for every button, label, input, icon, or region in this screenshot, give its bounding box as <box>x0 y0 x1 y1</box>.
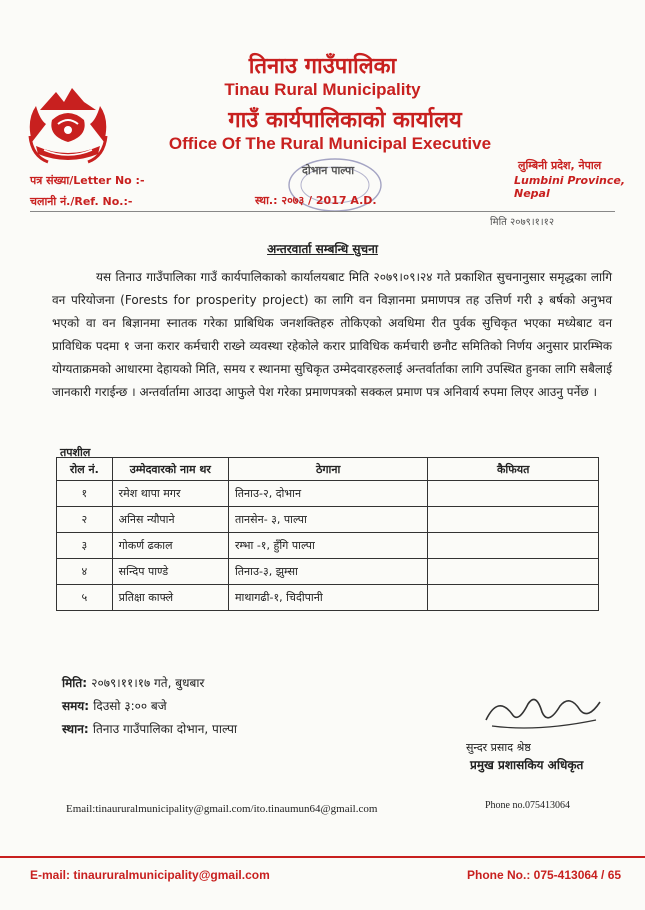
table-header-row <box>57 458 599 481</box>
col-address: ठेगाना <box>228 458 427 481</box>
roll-cell: २ <box>57 507 113 533</box>
header-divider <box>30 211 615 212</box>
schedule-time <box>62 697 167 714</box>
remarks-cell <box>428 481 599 507</box>
schedule-time-label: समय: <box>62 699 90 713</box>
notice-body: यस तिनाउ गाउँपालिका गाउँ कार्यपालिकाको कार्यालयबाट मिति २०७९।०९।२४ गते प्रकाशित सुचनानुसार समृद्धका लागि वन परियोजना (Forests for prosperity project) का लागि वन विज्ञानमा प्रमाणपत्र तह उत्तिर्ण गरी ३ बर्षको अनुभव भएको वा वन बिज्ञानमा स्नातक गरेका प्राबिधिक जनशक्तिहरु तोकिएको अवधिमा रीत पुर्वक सुचिकृत भएका मध्येबाट वन प्राविधिक पदमा १ जना करार कर्मचारी राख्ने व्यवस्था रहेकोले करार प्राविधिक कर्मचारी छनौट समितिको निर्णय अनुसार प्रारम्भिक योग्यताक्रमको आधारमा देहायको मिति, समय र स्थानमा सुचिकृत उम्मेदवारहरुलाई अन्तर्वार्ताका लागि उपस्थित हुनका लागि सबैलाई जानकारी गराईन्छ । अन्तर्वार्तामा आउदा आफुले पेश गरेका प्रमाणपत्रको सक्कल प्रमाण पत्र अनिवार्य रुपमा लिएर आउनु पर्नेछ । <box>52 270 612 399</box>
schedule-place-value: तिनाउ गाउँपालिका दोभान, पाल्पा <box>92 722 238 736</box>
col-roll: रोल नं. <box>57 458 113 481</box>
roll-cell: ४ <box>57 559 113 585</box>
handwritten-signature-icon <box>478 690 608 735</box>
table-row <box>57 481 599 507</box>
footer-phone: Phone No.: 075-413064 / 65 <box>467 868 622 882</box>
col-remarks: कैफियत <box>428 458 599 481</box>
address-cell: रम्भा -१, हुँगि पाल्पा <box>228 533 427 559</box>
location-np: दोभान पाल्पा <box>302 164 355 177</box>
schedule-date-label: मिति: <box>62 676 88 690</box>
province-np: लुम्बिनी प्रदेश, नेपाल <box>518 159 602 172</box>
office-np: गाउँ कार्यपालिकाको कार्यालय <box>228 108 462 133</box>
footer-divider <box>0 856 645 858</box>
roll-cell: ३ <box>57 533 113 559</box>
name-cell: सन्दिप पाण्डे <box>112 559 228 585</box>
province-en: Lumbini Province, Nepal <box>514 174 626 200</box>
name-cell: प्रतिक्षा काफ्ले <box>112 585 228 611</box>
candidate-table <box>56 457 599 611</box>
schedule-time-value: दिउसो ३:०० बजे <box>93 699 167 713</box>
roll-cell: ५ <box>57 585 113 611</box>
table-label: तपशील <box>60 446 91 459</box>
schedule-place-label: स्थान: <box>62 722 89 736</box>
letter-date: मिति २०७९।१।१२ <box>490 217 555 228</box>
footer-email: E-mail: tinaururalmunicipality@gmail.com <box>30 868 270 882</box>
signer-name: सुन्दर प्रसाद श्रेष्ठ <box>466 741 531 754</box>
office-en: Office Of The Rural Municipal Executive <box>168 134 492 153</box>
ref-no-label: चलानी नं./Ref. No.:- <box>30 195 133 208</box>
established: स्था.: २०७३ / 2017 A.D. <box>255 194 377 207</box>
remarks-cell <box>428 533 599 559</box>
signer-designation: प्रमुख प्रशासकिय अधिकृत <box>470 758 584 772</box>
name-cell: रमेश थापा मगर <box>112 481 228 507</box>
table-row <box>57 559 599 585</box>
address-cell: तिनाउ-२, दोभान <box>228 481 427 507</box>
letter-no-label: पत्र संख्या/Letter No :- <box>30 174 145 187</box>
remarks-cell <box>428 559 599 585</box>
address-cell: तिनाउ-३, झुम्सा <box>228 559 427 585</box>
title-en: Tinau Rural Municipality <box>224 80 421 99</box>
schedule-date <box>62 674 204 691</box>
name-cell: गोकर्ण ढकाल <box>112 533 228 559</box>
table-row <box>57 533 599 559</box>
table-row <box>57 585 599 611</box>
schedule-date-value: २०७९।११।१७ गते, बुधबार <box>91 676 205 690</box>
address-cell: माथागढी-१, चिदीपानी <box>228 585 427 611</box>
address-cell: तानसेन- ३, पाल्पा <box>228 507 427 533</box>
contact-phone: Phone no.075413064 <box>485 800 570 811</box>
title-np: तिनाउ गाउँपालिका <box>248 54 397 79</box>
table-row <box>57 507 599 533</box>
remarks-cell <box>428 507 599 533</box>
col-name: उम्मेदवारको नाम थर <box>112 458 228 481</box>
roll-cell: १ <box>57 481 113 507</box>
schedule-place <box>62 720 237 737</box>
notice-subject: अन्तरवार्ता सम्बन्धि सुचना <box>267 242 378 256</box>
name-cell: अनिस न्यौपाने <box>112 507 228 533</box>
remarks-cell <box>428 585 599 611</box>
contact-email: Email:tinaururalmunicipality@gmail.com/ito.tinaumun64@gmail.com <box>66 803 378 815</box>
